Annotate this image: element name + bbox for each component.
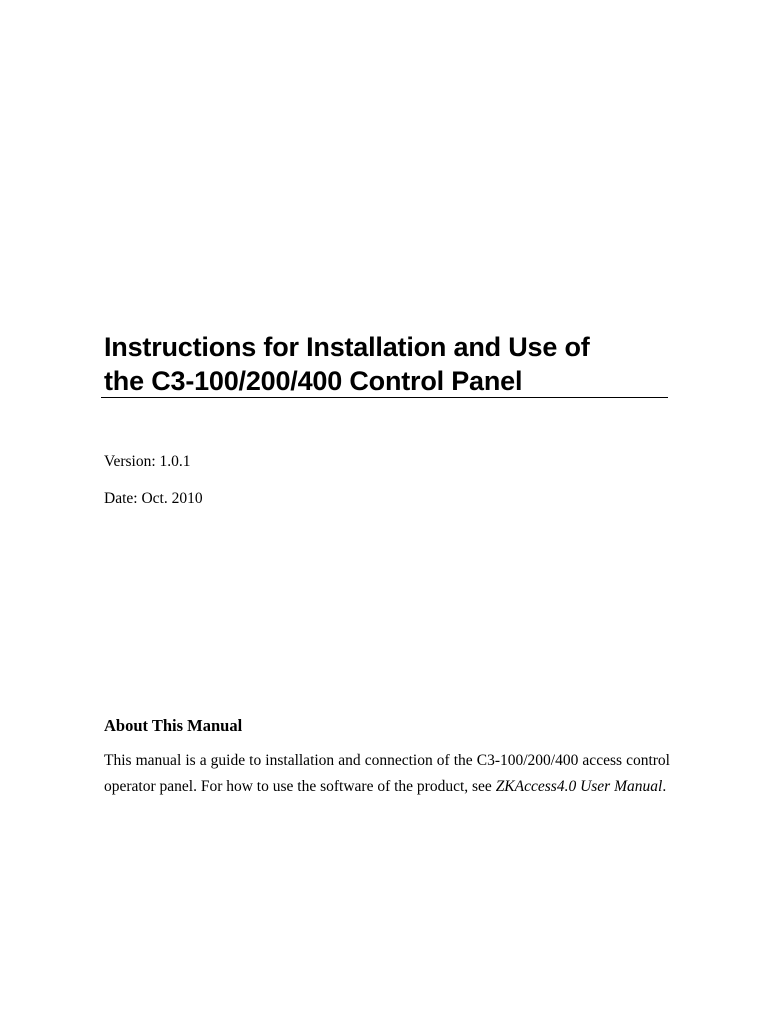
about-section-body [104,748,670,800]
about-section-heading: About This Manual [104,716,243,735]
document-version: Version: 1.0.1 [104,453,191,470]
about-body-text: This manual is a guide to installation and connection of the C3-100/200/400 access control operator panel. For how to use the software of the product, see [104,752,670,795]
document-title-block [104,330,670,398]
user-manual-reference: ZKAccess4.0 User Manual [495,778,663,795]
document-title-line-1: Instructions for Installation and Use of [104,332,590,362]
title-divider [101,397,668,398]
document-title-line-2: the C3-100/200/400 Control Panel [104,366,523,396]
document-title [104,330,670,398]
about-body-end: . [662,778,667,795]
document-date: Date: Oct. 2010 [104,490,203,507]
